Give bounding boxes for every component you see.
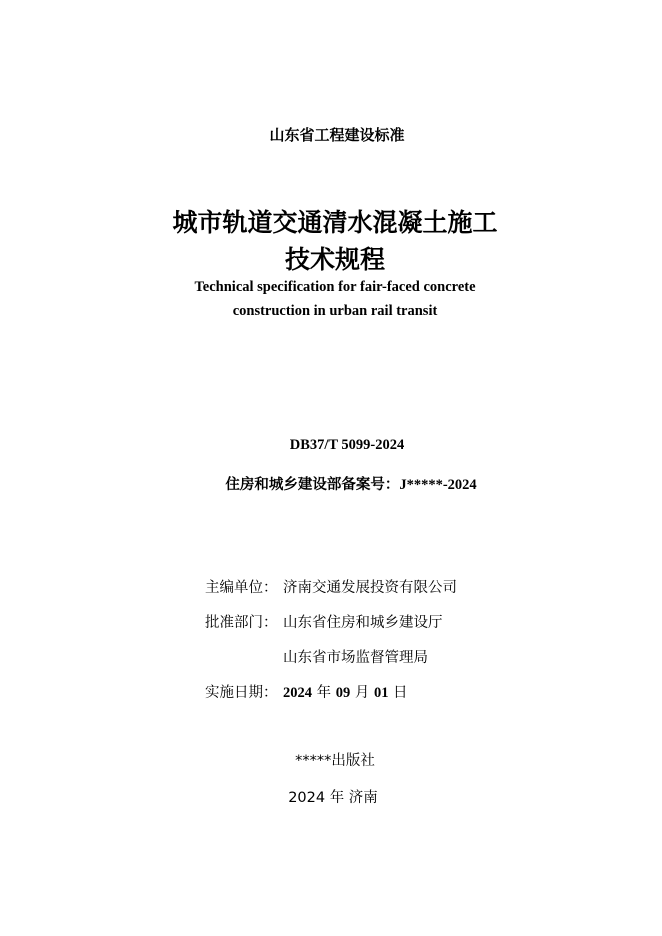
- publication-year-place: 2024 年 济南: [288, 790, 378, 806]
- editor-label: 主编单位：: [205, 580, 278, 596]
- title-en-line-2: construction in urban rail transit: [232, 303, 438, 319]
- date-month-unit: 月: [354, 685, 370, 701]
- title-en-line-1: Technical specification for fair-faced concrete: [194, 279, 476, 295]
- date-year-unit: 年: [316, 685, 332, 701]
- date-day-unit: 日: [393, 685, 408, 701]
- record-number-label: 住房和城乡建设部备案号：: [225, 477, 400, 493]
- effective-date-row: [205, 681, 408, 702]
- publisher: *****出版社: [295, 753, 375, 769]
- approver-row-2: [283, 646, 428, 667]
- standard-type-header: 山东省工程建设标准: [269, 126, 405, 144]
- approver-label: 批准部门：: [205, 615, 278, 631]
- approver-value-1: 山东省住房和城乡建设厅: [283, 615, 443, 631]
- date-month: 09: [335, 685, 351, 701]
- standard-code: DB37/T 5099-2024: [289, 437, 405, 453]
- approver-row: [205, 611, 443, 632]
- record-number-value: J*****-2024: [399, 477, 477, 493]
- record-number-line: [20, 473, 662, 494]
- date-day: 01: [373, 685, 389, 701]
- title-zh-line-1: 城市轨道交通清水混凝土施工: [172, 208, 498, 237]
- editor-row: [205, 576, 457, 597]
- date-label: 实施日期：: [205, 685, 278, 701]
- editor-value: 济南交通发展投资有限公司: [283, 580, 457, 596]
- date-year: 2024: [283, 685, 312, 701]
- approver-value-2: 山东省市场监督管理局: [283, 650, 428, 666]
- title-zh-line-2: 技术规程: [284, 245, 385, 274]
